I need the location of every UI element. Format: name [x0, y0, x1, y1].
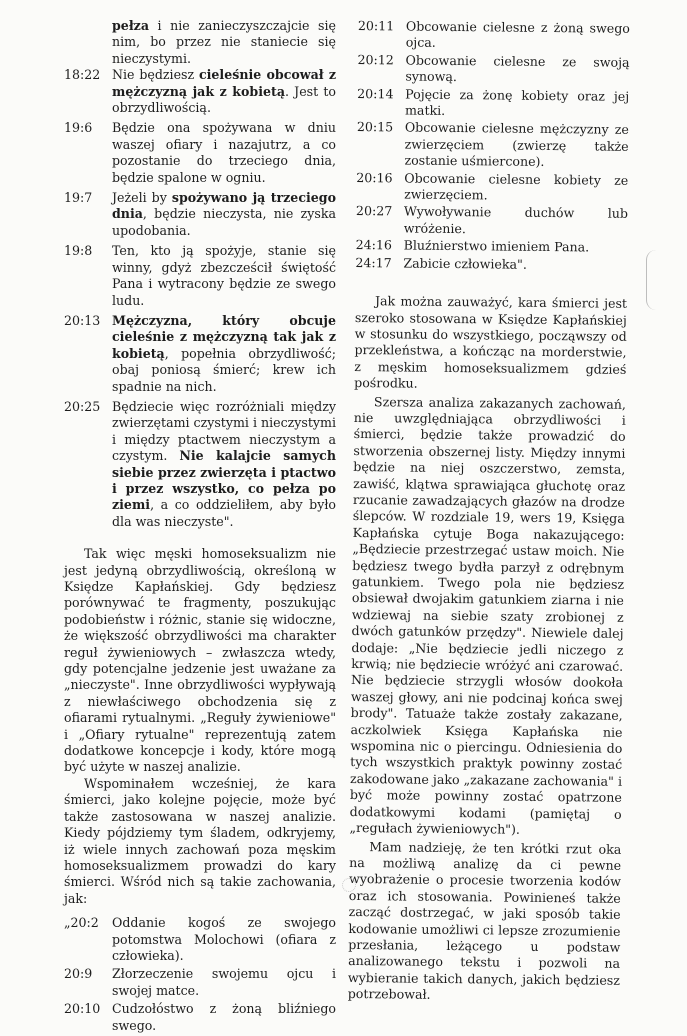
verse-ref: „20:2: [64, 915, 99, 931]
verse-text: Obcowanie cielesne ze swoją synową.: [405, 52, 630, 85]
verse-entry: [64, 1001, 336, 1034]
verse-entry: [64, 120, 336, 186]
verse-text: Zabicie człowieka".: [403, 255, 527, 272]
verse-entry: [64, 243, 336, 309]
verse-text: pełza i nie zanieczyszczajcie się nim, bo przez nie staniecie się nieczystymi.: [112, 18, 336, 66]
verse-entry: [356, 237, 628, 256]
body-paragraph: Wspominałem wcześniej, że kara śmierci, jako kolejne pojęcie, może być także zastosowana w naszej analizie. Kiedy pójdziemy tym śladem, odkryjemy, iż wiele innych zachowań poza męskim homoseksualizmem prowadzi do kary śmierci. Wśród nich są takie zachowania, jak:: [64, 775, 336, 906]
verse-text: Pojęcie za żonę kobiety oraz jej matki.: [404, 86, 630, 118]
verse-text: Będziecie więc rozróżniali między zwierzętami czystymi i nieczystymi i między ptactwem nieczystym a czystym. Nie kalajcie samych siebie przez zwierzęta i ptactwo i przez wszystko, co pełza po ziemi, a co oddzieliłem, aby było dla was nieczyste".: [112, 398, 336, 529]
verse-ref: 19:8: [64, 243, 93, 259]
verse-text: Jeżeli by spożywano ją trzeciego dnia, będzie nieczysta, nie zyska upodobania.: [112, 190, 336, 238]
verse-entry: [64, 190, 336, 239]
verse-entry: [64, 67, 336, 116]
body-paragraph: Tak więc męski homoseksualizm nie jest jedyną obrzydliwością, określoną w Księdze Kapłańskiej. Gdy będziesz porównywać te fragmenty, poszukując podobieństw i różnic, stanie się widoczne, że większość obrzydliwości ma charakter reguł żywieniowych – zwłaszcza wtedy, gdy potencjalne jedzenie jest uważane za „nieczyste". Inne obrzydliwości wypływają z niewłaściwego obchodzenia się z ofiarami rytualnymi. „Reguły żywieniowe" i „Ofiary rytualne" reprezentują zatem dodatkowe koncepcje i kody, które mogą być użyte w naszej analizie.: [64, 546, 336, 775]
verse-ref: 18:22: [64, 67, 101, 83]
verse-entry: [64, 915, 336, 964]
verse-entry: [64, 18, 336, 67]
verse-entry: [356, 170, 628, 206]
body-paragraph: Mam nadzieję, że ten krótki rzut oka na możliwą analizę da ci pewne wyobrażenie o procesie tworzenia kodów oraz ich stosowania. Powinieneś także zacząć dostrzegać, w jaki sposób takie kodowanie umożliwi ci lepsze zrozumienie przesłania, leżącego u podstaw analizowanego tekstu i pozwoli na wybieranie takich danych, jakich będziesz potrzebował.: [347, 838, 622, 1002]
verse-entry: [358, 18, 630, 54]
margin-bracket-mark: [646, 250, 657, 310]
verse-text: Cudzołóstwo z żoną bliźniego swego.: [112, 1001, 336, 1033]
verse-entry: [356, 203, 628, 239]
verse-ref: 19:6: [64, 120, 93, 136]
verse-text: Mężczyzna, który obcuje cieleśnie z mężczyzną tak jak z kobietą, popełnia obrzydliwość; obaj poniosą śmierć; krew ich spadnie na nich.: [112, 312, 336, 394]
page-smudge: [342, 878, 356, 892]
verse-text: Wywoływanie duchów lub wróżenie.: [403, 203, 629, 237]
verse-entry: [357, 86, 629, 122]
verse-ref: 20:27: [355, 203, 393, 219]
verse-text: Obcowanie cielesne z żoną swego ojca.: [405, 18, 630, 51]
verse-entry: [356, 119, 629, 171]
verse-text: Oddanie kogoś ze swojego potomstwa Molochowi (ofiara z człowieka).: [112, 915, 336, 963]
verse-ref: 20:14: [357, 85, 394, 102]
verse-entry: [64, 966, 336, 999]
verse-ref: 19:7: [64, 190, 93, 206]
verse-ref: 20:25: [64, 398, 101, 414]
verse-ref: 20:10: [64, 1001, 101, 1017]
verse-entry: [64, 399, 336, 530]
verse-ref: 24:16: [355, 237, 392, 253]
verse-ref: 24:17: [355, 254, 392, 271]
verse-list: [64, 915, 336, 1034]
verse-entry: [64, 313, 336, 395]
verse-ref: 20:9: [64, 966, 93, 982]
verse-entry: [355, 255, 627, 274]
verse-list: [355, 18, 630, 274]
left-column: [64, 18, 336, 1036]
verse-ref: 20:13: [64, 312, 101, 328]
body-paragraph: Jak można zauważyć, kara śmierci jest szeroko stosowana w Księdze Kapłańskiej w stosunku do wszystkiego, począwszy od przekleństwa, a kończąc na morderstwie, z męskim homoseksualizmem gdzieś pośrodku.: [354, 293, 628, 391]
verse-text: Bluźnierstwo imieniem Pana.: [403, 237, 590, 255]
verse-text: Złorzeczenie swojemu ojcu i swojej matce.: [112, 966, 336, 998]
verse-text: Obcowanie cielesne kobiety ze zwierzęciem.: [404, 170, 629, 203]
verse-text: Będzie ona spożywana w dniu waszej ofiary i nazajutrz, a co pozostanie do trzeciego dnia, będzie spalone w ogniu.: [112, 120, 336, 185]
verse-entry: [357, 52, 629, 88]
verse-text: Obcowanie cielesne mężczyzny ze zwierzęciem (zwierzę także zostanie uśmiercone).: [404, 119, 629, 170]
verse-ref: 20:16: [356, 169, 393, 186]
verse-ref: 20:12: [357, 51, 394, 68]
verse-ref: 20:11: [357, 18, 395, 34]
right-column: [348, 18, 630, 1005]
body-paragraph: Szersza analiza zakazanych zachowań, nie uwzględniająca obrzydliwości i śmierci, będzie także prowadzić do stworzenia obszernej listy. Między innymi będzie na niej oszczerstwo, zemsta, zawiść, klątwa sprawiająca głuchotę oraz rzucanie zawadzających głazów na drodze ślepców. W rozdziale 19, wers 19, Księga Kapłańska cytuje Boga nakazującego: „Będziecie przestrzegać ustaw moich. Nie będziesz twego bydła parzył z odrębnym gatunkiem. Twego pola nie będziesz obsiewał dwojakim gatunkiem ziarna i nie wdziewaj na siebie szaty zrobionej z dwóch gatunków przędzy". Niewiele dalej dodaje: „Nie będziecie jedli niczego z krwią; nie będziecie wróżyć ani czarować. Nie będziecie strzygli włosów dookoła waszej głowy, ani nie podcinaj końca swej brody". Tatuaże także zostały zakazane, aczkolwiek Księga Kapłańska nie wspomina nic o piercingu. Odniesienia do tych wszystkich praktyk powinny zostać zakodowane jako „zakazane zachowania" i być może powinny zostać opatrzone dodatkowymi kodami (pamiętaj o „regułach żywieniowych").: [349, 393, 627, 837]
verse-text: Ten, kto ją spożyje, stanie się winny, gdyż zbezcześcił świętość Pana i wytracony będzie ze swego ludu.: [112, 243, 336, 308]
verse-text: Nie będziesz cieleśnie obcował z mężczyzną jak z kobietą. Jest to obrzydliwością.: [112, 67, 336, 116]
verse-ref: 20:15: [356, 119, 394, 135]
